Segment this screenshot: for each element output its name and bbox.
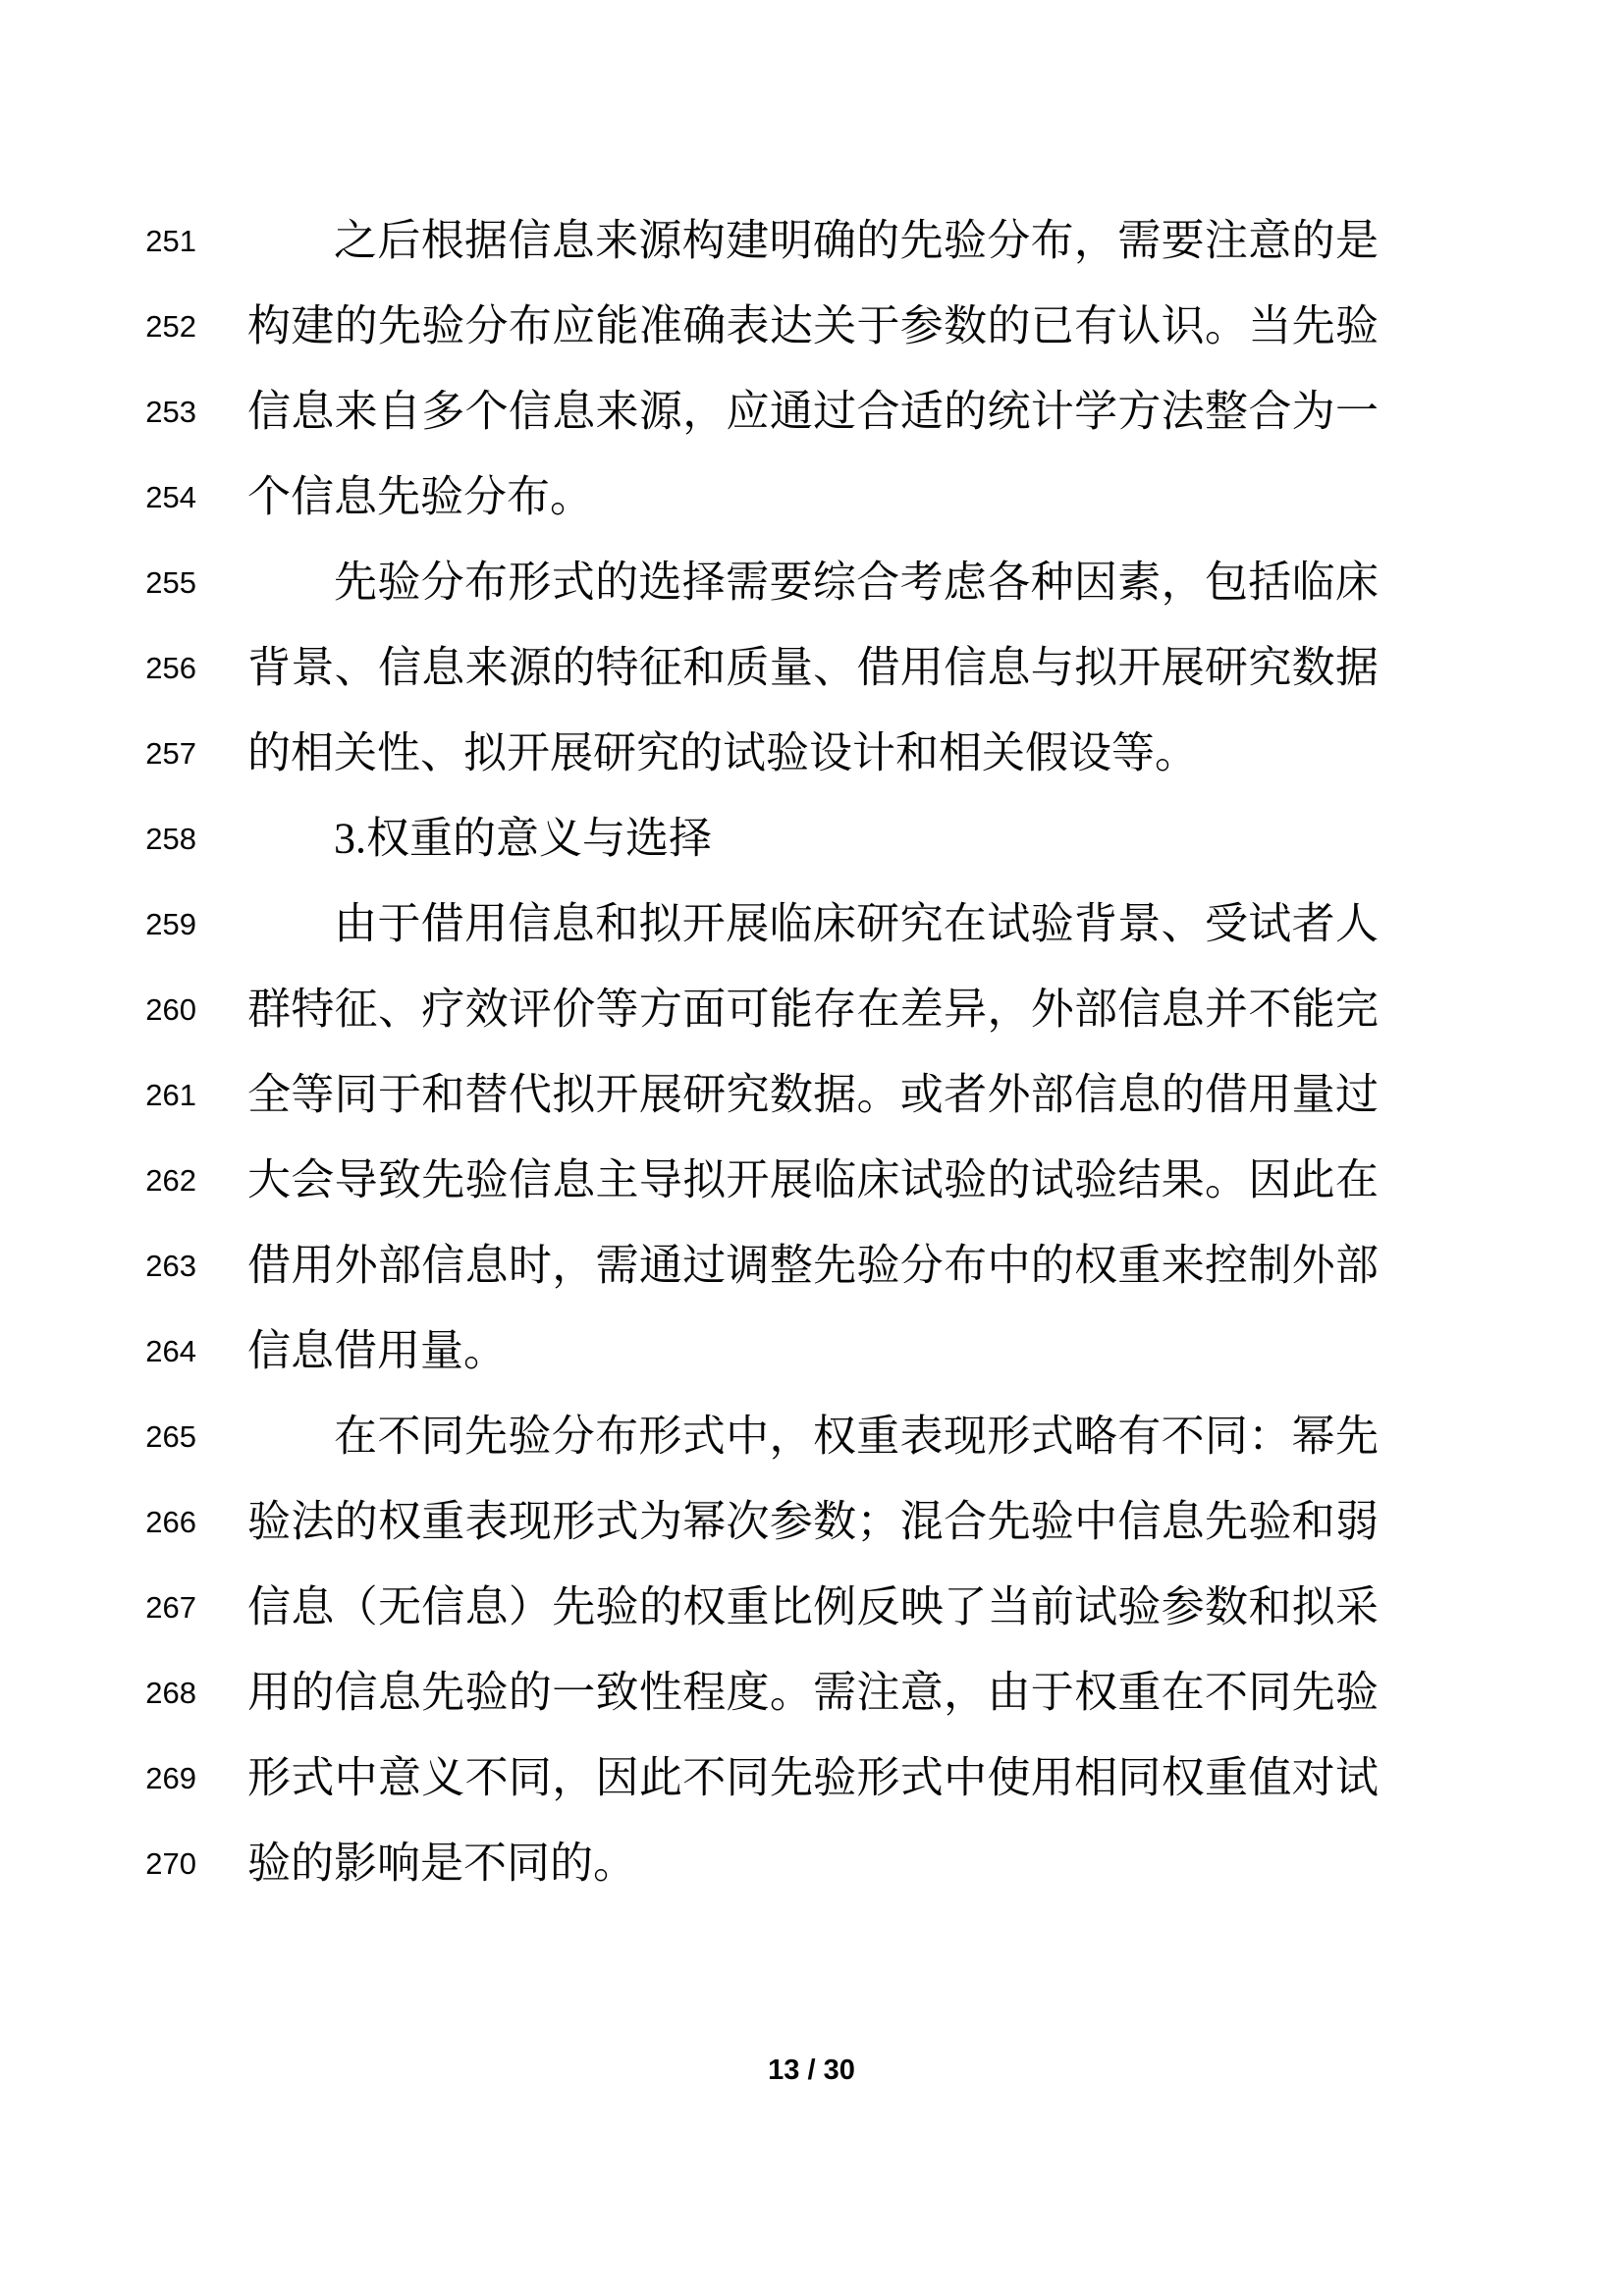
line-number: 269 (145, 1760, 196, 1795)
document-line (0, 1052, 1623, 1138)
line-text section-heading: 3.权重的意义与选择 (334, 814, 712, 863)
document-line (0, 1308, 1623, 1394)
line-number: 267 (145, 1589, 196, 1625)
document-line (0, 198, 1623, 284)
line-text: 信息来自多个信息来源，应通过合适的统计学方法整合为一 (247, 387, 1379, 436)
line-number: 270 (145, 1845, 196, 1881)
document-line (0, 1821, 1623, 1906)
line-text: 形式中意义不同，因此不同先验形式中使用相同权重值对试 (247, 1753, 1379, 1802)
line-number: 264 (145, 1333, 196, 1368)
line-number: 254 (145, 479, 196, 514)
line-number: 260 (145, 991, 196, 1027)
document-line (0, 1138, 1623, 1223)
line-number: 251 (145, 223, 196, 258)
line-number: 256 (145, 650, 196, 685)
line-number: 258 (145, 821, 196, 856)
document-line (0, 967, 1623, 1052)
document-line (0, 454, 1623, 540)
document-line (0, 1650, 1623, 1735)
line-number: 266 (145, 1504, 196, 1539)
line-text: 大会导致先验信息主导拟开展临床试验的试验结果。因此在 (247, 1155, 1379, 1204)
page-number: 13 / 30 (768, 2055, 855, 2086)
document-line (0, 796, 1623, 881)
line-text: 群特征、疗效评价等方面可能存在差异，外部信息并不能完 (247, 985, 1379, 1034)
line-number: 253 (145, 394, 196, 429)
page-footer (0, 2055, 1623, 2087)
line-text: 构建的先验分布应能准确表达关于参数的已有认识。当先验 (247, 301, 1379, 350)
document-line (0, 711, 1623, 796)
line-text: 验的影响是不同的。 (247, 1839, 636, 1888)
document-line (0, 625, 1623, 711)
line-number: 259 (145, 906, 196, 941)
line-number: 261 (145, 1077, 196, 1112)
line-text: 的相关性、拟开展研究的试验设计和相关假设等。 (247, 728, 1198, 777)
line-text: 由于借用信息和拟开展临床研究在试验背景、受试者人 (334, 899, 1379, 948)
line-number: 252 (145, 308, 196, 344)
line-numbered-text-block (0, 198, 1623, 1906)
line-number: 257 (145, 735, 196, 771)
document-line (0, 1735, 1623, 1821)
line-number: 255 (145, 564, 196, 600)
line-text: 全等同于和替代拟开展研究数据。或者外部信息的借用量过 (247, 1070, 1379, 1119)
line-text: 信息借用量。 (247, 1326, 507, 1375)
line-text: 信息（无信息）先验的权重比例反映了当前试验参数和拟采 (247, 1582, 1379, 1631)
document-line (0, 1394, 1623, 1479)
line-number: 265 (145, 1418, 196, 1454)
line-text: 借用外部信息时，需通过调整先验分布中的权重来控制外部 (247, 1241, 1379, 1290)
line-number: 268 (145, 1675, 196, 1710)
line-text: 背景、信息来源的特征和质量、借用信息与拟开展研究数据 (247, 643, 1379, 692)
line-text: 验法的权重表现形式为幂次参数；混合先验中信息先验和弱 (247, 1497, 1379, 1546)
line-text: 之后根据信息来源构建明确的先验分布，需要注意的是 (334, 216, 1379, 265)
line-number: 262 (145, 1162, 196, 1198)
document-line (0, 881, 1623, 967)
document-line (0, 1565, 1623, 1650)
document-line (0, 1223, 1623, 1308)
document-line (0, 369, 1623, 454)
line-text: 先验分布形式的选择需要综合考虑各种因素，包括临床 (334, 558, 1379, 607)
document-line (0, 284, 1623, 369)
line-text: 在不同先验分布形式中，权重表现形式略有不同：幂先 (334, 1412, 1379, 1461)
document-line (0, 1479, 1623, 1565)
document-line (0, 540, 1623, 625)
line-text: 用的信息先验的一致性程度。需注意，由于权重在不同先验 (247, 1668, 1379, 1717)
line-number: 263 (145, 1248, 196, 1283)
line-text: 个信息先验分布。 (247, 472, 593, 521)
